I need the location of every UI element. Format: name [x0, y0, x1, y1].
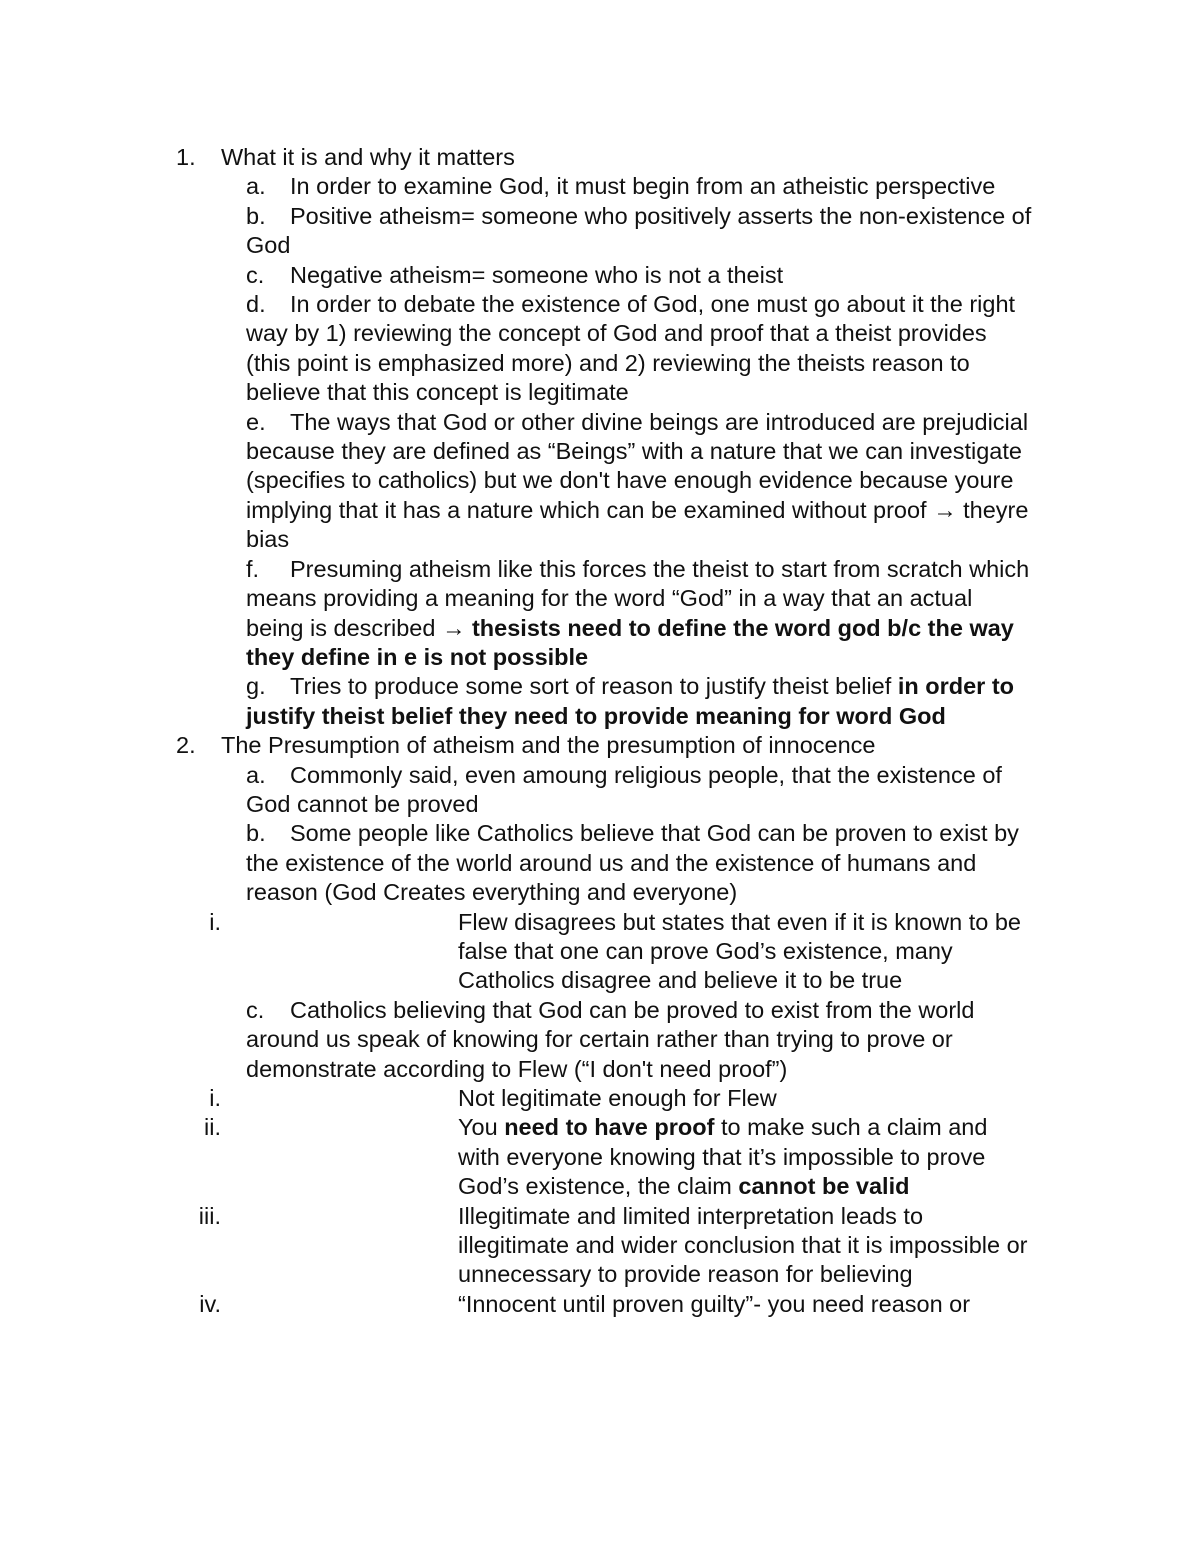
list-marker: c.	[246, 996, 265, 1023]
item-text: Catholics believing that God can be proved to exist from the world around us speak of knowing for certain rather than trying to prove or demonstrate according to Flew (“I don't need proof”)	[246, 996, 975, 1082]
list-marker: g.	[246, 673, 266, 700]
list-marker: c.	[246, 261, 265, 288]
item-text: You	[458, 1114, 498, 1141]
item-bold-text: cannot be valid	[738, 1173, 910, 1200]
list-item	[0, 290, 1036, 408]
section-heading	[0, 731, 1200, 760]
list-marker: ii.	[204, 1114, 221, 1141]
list-marker: i.	[209, 1085, 221, 1111]
sub-list-item	[0, 908, 1028, 996]
list-item	[0, 202, 1036, 261]
item-bold-text: need to have proof	[504, 1114, 715, 1141]
section-heading	[0, 143, 1200, 172]
list-marker: a.	[246, 173, 266, 200]
item-bold-text: thesists need to define the word god b/c the way they define in e is not possible	[246, 614, 1014, 670]
list-item	[0, 996, 1036, 1084]
sub-list-item	[0, 1202, 1028, 1290]
list-item	[0, 672, 1036, 731]
list-marker: iv.	[199, 1290, 221, 1317]
list-item	[0, 819, 1036, 907]
item-text: Some people like Catholics believe that God can be proven to exist by the existence of the world around us and the existence of humans and reason (God Creates everything and everyone)	[246, 820, 1019, 906]
item-text: The ways that God or other divine beings are introduced are prejudicial because they are defined as “Beings” with a nature that we can investigate (specifies to catholics) but we don't have enough evidence because youre implying that it has a nature which can be examined without proof → theyre bias	[246, 408, 1029, 553]
item-text: Negative atheism= someone who is not a theist	[290, 261, 784, 288]
list-marker: i.	[209, 908, 221, 935]
list-marker: a.	[246, 761, 266, 788]
sub-list-item	[0, 1113, 1028, 1201]
sub-list-item	[0, 1084, 1028, 1113]
item-text: Presuming atheism like this forces the theist to start from scratch which means providing a meaning for the word “God” in a way that an actual being is described →	[246, 555, 1030, 641]
item-text: to make such a claim and with everyone knowing that it’s impossible to prove God’s existence, the claim	[458, 1114, 988, 1200]
item-text: Not legitimate enough for Flew	[458, 1085, 777, 1111]
item-text: In order to debate the existence of God, one must go about it the right way by 1) reviewing the concept of God and proof that a theist provides (this point is emphasized more) and 2) reviewing the theists reason to believe that this concept is legitimate	[246, 291, 1016, 406]
list-item	[0, 172, 1036, 201]
item-text: “Innocent until proven guilty”- you need reason or	[458, 1290, 971, 1317]
item-text: Positive atheism= someone who positively asserts the non-existence of God	[246, 202, 1032, 259]
item-bold-text: in order to justify theist belief they need to provide meaning for word God	[246, 673, 1015, 729]
list-number: 2.	[176, 732, 196, 759]
section-title: The Presumption of atheism and the presumption of innocence	[221, 732, 876, 759]
list-marker: iii.	[198, 1202, 221, 1229]
list-item	[0, 555, 1036, 673]
list-marker: b.	[246, 202, 266, 229]
sub-list-item	[0, 1290, 1028, 1319]
list-marker: d.	[246, 291, 266, 318]
list-marker: b.	[246, 820, 266, 847]
list-item	[0, 408, 1036, 555]
list-marker: e.	[246, 408, 266, 435]
item-text: Commonly said, even amoung religious people, that the existence of God cannot be proved	[246, 761, 1002, 817]
item-text: In order to examine God, it must begin from an atheistic perspective	[290, 173, 996, 200]
list-marker: f.	[246, 555, 260, 582]
item-text: Illegitimate and limited interpretation leads to illegitimate and wider conclusion that it is impossible or unnecessary to provide reason for believing	[458, 1202, 1028, 1288]
item-text: Flew disagrees but states that even if it is known to be false that one can prove God’s existence, many Catholics disagree and believe it to be true	[458, 908, 1021, 994]
list-number: 1.	[176, 144, 196, 170]
item-text: Tries to produce some sort of reason to justify theist belief	[290, 673, 892, 700]
section-title: What it is and why it matters	[221, 144, 515, 170]
outline	[0, 143, 1200, 1319]
list-item	[0, 761, 1036, 820]
list-item	[0, 261, 1036, 290]
